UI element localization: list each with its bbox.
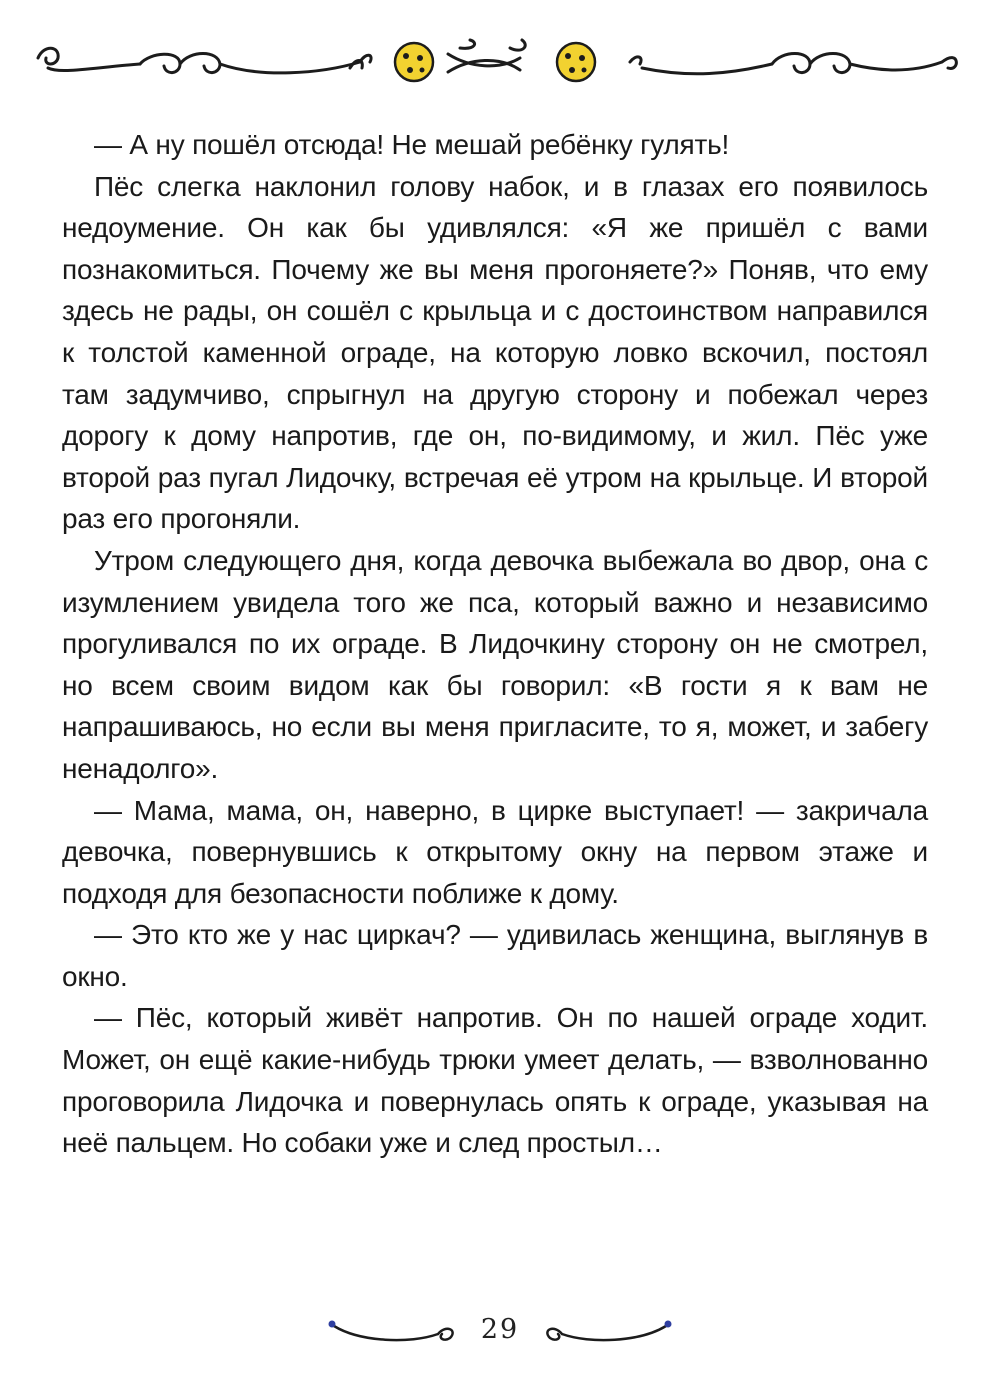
header-ornament — [30, 28, 970, 92]
paragraph: — Мама, мама, он, наверно, в цирке выступает! — закричала девочка, повернувшись к открытому окну на первом этаже и подходя для безопасности поближе к дому. — [62, 794, 928, 909]
paragraph: — Пёс, который живёт напротив. Он по нашей ограде ходит. Может, он ещё какие-нибудь трюки умеет делать, — взволнованно проговорила Лидочка и повернулась опять к ограде, указывая на неё пальцем. Но собаки уже и след простыл… — [62, 1002, 928, 1159]
page-footer — [320, 1308, 680, 1358]
paragraph: — Это кто же у нас циркач? — удивилась женщина, выглянув в окно. — [62, 919, 928, 992]
paragraph: Утром следующего дня, когда девочка выбежала во двор, она с изумлением увидела того же пса, который важно и независимо прогуливался по их ограде. В Лидочкину сторону он не смотрел, но всем своим видом как бы говорил: «В гости я к вам не напрашиваюсь, но если вы меня пригласите, то я, может, и забегу ненадолго». — [62, 544, 928, 784]
story-text — [62, 124, 928, 1164]
flower-icon — [395, 43, 433, 81]
flower-icon — [557, 43, 595, 81]
paragraph: Пёс слегка наклонил голову набок, и в глазах его появилось недоумение. Он как бы удивлялся: «Я же пришёл с вами познакомиться. Почему же вы меня прогоняете?» Поняв, что ему здесь не рады, он сошёл с крыльца и с достоинством направился к толстой каменной ограде, на которую ловко вскочил, постоял там задумчиво, спрыгнул на другую сторону и побежал через дорогу к дому напротив, где он, по-видимому, и жил. Пёс уже второй раз пугал Лидочку, встречая её утром на крыльце. И второй раз его прогоняли. — [62, 170, 928, 535]
page-number: 29 — [480, 1314, 520, 1345]
paragraph: — А ну пошёл отсюда! Не мешай ребёнку гулять! — [94, 129, 730, 160]
